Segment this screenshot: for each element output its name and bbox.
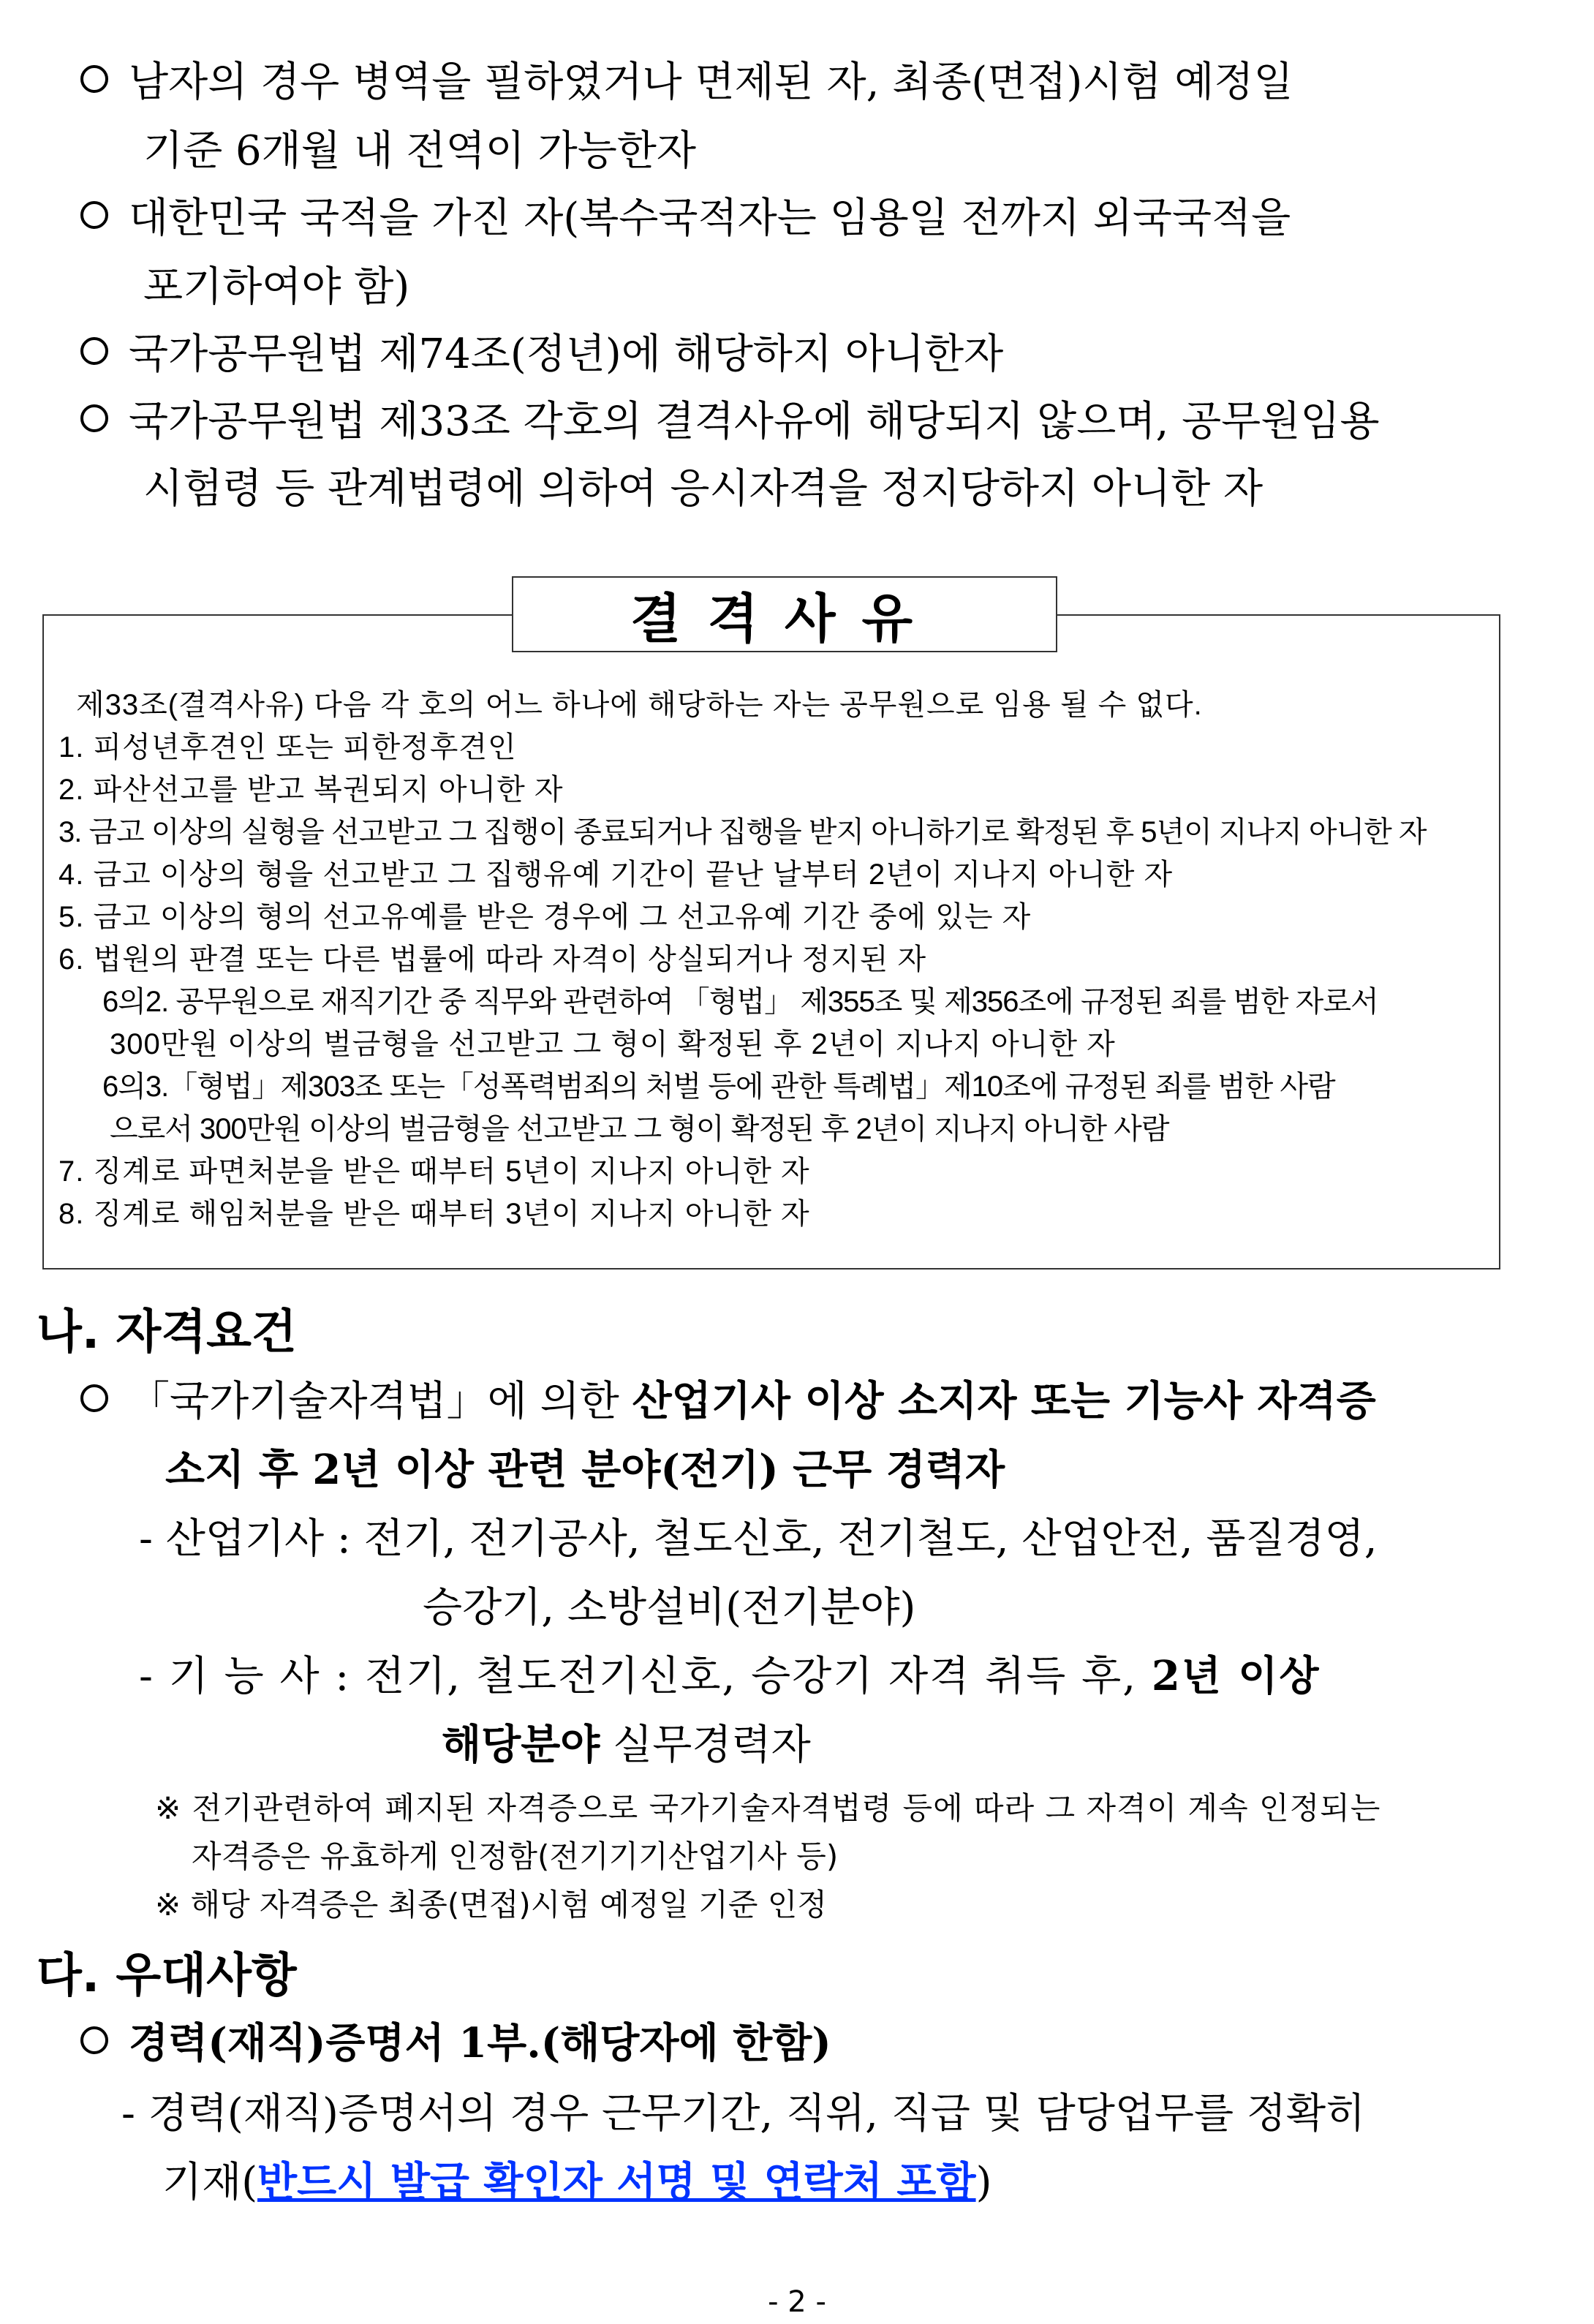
disqualification-title: 결격사유	[512, 576, 1057, 652]
qualification-note-2: ※ 해당 자격증은 최종(면접)시험 예정일 기준 인정	[155, 1887, 827, 1923]
eligibility-item-2-cont: 포기하여야 함)	[143, 263, 410, 311]
disqualification-subitem-cont: 300만원 이상의 벌금형을 선고받고 그 형이 확정된 후 2년이 지나지 아니한 자	[110, 1028, 1116, 1060]
disqualification-item: 8. 징계로 해임처분을 받은 때부터 3년이 지나지 아니한 자	[58, 1198, 810, 1230]
disqualification-subitem-cont: 으로서 300만원 이상의 벌금형을 선고받고 그 형이 확정된 후 2년이 지나지 아니한 사람	[110, 1113, 1169, 1145]
industrial-engineer-line: - 산업기사 : 전기, 전기공사, 철도신호, 전기철도, 산업안전, 품질경영,	[139, 1515, 1378, 1563]
circle-bullet-icon	[80, 201, 108, 229]
craftsman-cont: 해당분야 실무경력자	[442, 1721, 811, 1769]
circle-bullet-icon	[80, 1384, 108, 1412]
disqualification-intro: 제33조(결격사유) 다음 각 호의 어느 하나에 해당하는 자는 공무원으로 임용 될 수 없다.	[76, 689, 1203, 721]
eligibility-item-1-cont: 기준 6개월 내 전역이 가능한자	[143, 127, 696, 175]
preference-detail-cont: 기재(반드시 발급 확인자 서명 및 연락처 포함)	[162, 2158, 992, 2206]
circle-bullet-icon	[80, 65, 108, 93]
qualification-lead-cont: 소지 후 2년 이상 관련 분야(전기) 근무 경력자	[165, 1446, 1005, 1494]
circle-bullet-icon	[80, 337, 108, 365]
preference-heading: 다. 우대사항	[37, 1949, 297, 2003]
eligibility-item-4: 국가공무원법 제33조 각호의 결격사유에 해당되지 않으며, 공무원임용	[80, 389, 1380, 448]
required-signature-note: 반드시 발급 확인자 서명 및 연락처 포함	[257, 2158, 976, 2206]
preference-detail: - 경력(재직)증명서의 경우 근무기간, 직위, 직급 및 담당업무를 정확히	[121, 2090, 1366, 2138]
circle-bullet-icon	[80, 2026, 108, 2054]
eligibility-item-3: 국가공무원법 제74조(정년)에 해당하지 아니한자	[80, 322, 1003, 380]
qualification-heading: 나. 자격요건	[37, 1305, 297, 1359]
disqualification-item: 7. 징계로 파면처분을 받은 때부터 5년이 지나지 아니한 자	[58, 1155, 810, 1188]
circle-bullet-icon	[80, 404, 108, 432]
disqualification-subitem: 6의3.「형법」제303조 또는「성폭력범죄의 처벌 등에 관한 특례법」제10조에 규정된 죄를 범한 사람	[102, 1071, 1335, 1103]
disqualification-subitem: 6의2. 공무원으로 재직기간 중 직무와 관련하여 「형법」 제355조 및 제356조에 규정된 죄를 범한 자로서	[102, 986, 1378, 1018]
qualification-lead: 「국가기술자격법」에 의한 산업기사 이상 소지자 또는 기능사 자격증	[80, 1369, 1376, 1427]
disqualification-item: 5. 금고 이상의 형의 선고유예를 받은 경우에 그 선고유예 기간 중에 있는 자	[58, 901, 1032, 933]
eligibility-item-4-cont: 시험령 등 관계법령에 의하여 응시자격을 정지당하지 아니한 자	[143, 465, 1264, 513]
disqualification-item: 6. 법원의 판결 또는 다른 법률에 따라 자격이 상실되거나 정지된 자	[58, 943, 927, 976]
eligibility-item-1: 남자의 경우 병역을 필하였거나 면제된 자, 최종(면접)시험 예정일	[80, 50, 1293, 108]
industrial-engineer-cont: 승강기, 소방설비(전기분야)	[423, 1584, 916, 1631]
page-number: - 2 -	[768, 2285, 826, 2319]
disqualification-item: 1. 피성년후견인 또는 피한정후견인	[58, 731, 517, 763]
qualification-note-1: ※ 전기관련하여 폐지된 자격증으로 국가기술자격법령 등에 따라 그 자격이 계속 인정되는	[155, 1790, 1381, 1826]
disqualification-item: 4. 금고 이상의 형을 선고받고 그 집행유예 기간이 끝난 날부터 2년이 지나지 아니한 자	[58, 859, 1174, 891]
disqualification-item: 3. 금고 이상의 실형을 선고받고 그 집행이 종료되거나 집행을 받지 아니하기로 확정된 후 5년이 지나지 아니한 자	[58, 816, 1427, 848]
disqualification-item: 2. 파산선고를 받고 복권되지 아니한 자	[58, 774, 564, 806]
preference-item: 경력(재직)증명서 1부.(해당자에 한함)	[80, 2011, 831, 2070]
craftsman-line: - 기 능 사 : 전기, 철도전기신호, 승강기 자격 취득 후, 2년 이상	[139, 1652, 1321, 1700]
qualification-note-1-cont: 자격증은 유효하게 인정함(전기기기산업기사 등)	[192, 1838, 839, 1874]
eligibility-item-2: 대한민국 국적을 가진 자(복수국적자는 임용일 전까지 외국국적을	[80, 186, 1291, 244]
